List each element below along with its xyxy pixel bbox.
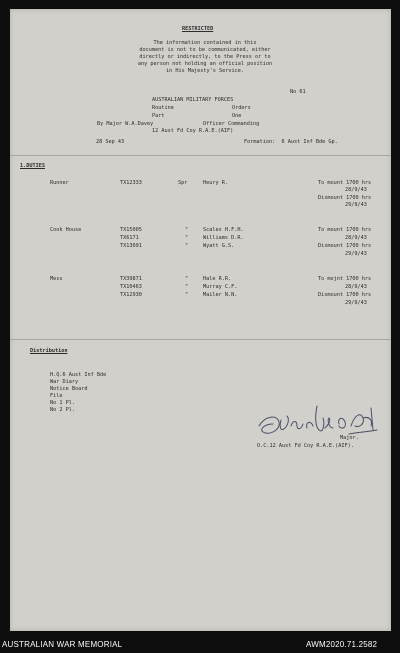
rank: " bbox=[185, 292, 189, 298]
classification-heading: RESTRICTED bbox=[182, 26, 214, 32]
handwritten-signature bbox=[255, 398, 383, 444]
duty-date: 29/9/43 bbox=[345, 202, 367, 208]
soldier-name: Heury R. bbox=[203, 180, 228, 186]
rank: " bbox=[185, 284, 189, 290]
duty-date: 29/9/43 bbox=[345, 251, 367, 257]
rank: " bbox=[185, 227, 189, 233]
notice-line: any person not holding an official position bbox=[137, 61, 273, 67]
distribution-item: No 2 Pl. bbox=[50, 407, 75, 413]
officer-title: Officer Commanding bbox=[203, 121, 260, 127]
formation: Formation: 6 Aust Inf Bde Gp. bbox=[244, 139, 338, 145]
duty-time: Dismount 1700 hrs bbox=[318, 243, 372, 249]
duties-heading: 1.DUTIES bbox=[20, 163, 45, 169]
service-number: TX10463 bbox=[120, 284, 142, 290]
orders-label: Orders bbox=[232, 105, 251, 111]
routine-label: Routine bbox=[152, 105, 174, 111]
rank: " bbox=[185, 243, 189, 249]
duty-date: 28/9/43 bbox=[345, 235, 367, 241]
unit-name: 12 Aust Fd Coy R.A.E.(AIF) bbox=[152, 128, 234, 134]
soldier-name: Scales H.F.H. bbox=[203, 227, 244, 233]
notice-line: directly or indirectly, to the Press or to bbox=[139, 54, 271, 60]
rank: " bbox=[185, 235, 189, 241]
signatory-rank: Major. bbox=[340, 435, 359, 441]
order-number: No 61 bbox=[290, 89, 306, 95]
distribution-item: War Diary bbox=[50, 379, 79, 385]
duty-label: Mess bbox=[50, 276, 63, 282]
service-number: TX6171 bbox=[120, 235, 139, 241]
soldier-name: Wyatt G.S. bbox=[203, 243, 235, 249]
distribution-heading: Distribution bbox=[30, 348, 68, 354]
duty-date: 28/9/43 bbox=[345, 284, 367, 290]
duty-date: 28/9/43 bbox=[345, 187, 367, 193]
distribution-item: Notice Board bbox=[50, 386, 88, 392]
soldier-name: Williams D.R. bbox=[203, 235, 244, 241]
duty-time: To mount 1700 hrs bbox=[318, 180, 372, 186]
issued-by: By Major W.A.Davey bbox=[97, 121, 154, 127]
duty-time: Dismount 1700 hrs bbox=[318, 195, 372, 201]
duty-label: Runner bbox=[50, 180, 69, 186]
order-date: 28 Sep 43 bbox=[96, 139, 125, 145]
notice-line: in His Majesty's Service. bbox=[165, 68, 245, 74]
soldier-name: Murray C.F. bbox=[203, 284, 238, 290]
footer-accession-number: AWM2020.71.2582 bbox=[306, 640, 378, 649]
org-name: AUSTRALIAN MILITARY FORCES bbox=[152, 97, 234, 103]
rank: Spr bbox=[178, 180, 188, 186]
duty-time: Dismount 1700 hrs bbox=[318, 292, 372, 298]
signatory-title: O.C.12 Aust Fd Coy R.A.E.(AIF). bbox=[257, 443, 354, 449]
service-number: TX12930 bbox=[120, 292, 142, 298]
notice-line: The information contained in this bbox=[153, 40, 257, 46]
soldier-name: Mailer N.N. bbox=[203, 292, 238, 298]
service-number: TX13091 bbox=[120, 243, 142, 249]
duty-label: Cook House bbox=[50, 227, 82, 233]
notice-line: document is not to be communicated, either bbox=[139, 47, 271, 53]
service-number: TX12333 bbox=[120, 180, 142, 186]
service-number: TX39871 bbox=[120, 276, 142, 282]
duty-time: To mojnt 1700 hrs bbox=[318, 276, 372, 282]
footer-institution: AUSTRALIAN WAR MEMORIAL bbox=[2, 640, 123, 649]
part-label: Part bbox=[152, 113, 165, 119]
rank: " bbox=[185, 276, 189, 282]
service-number: TX15005 bbox=[120, 227, 142, 233]
distribution-item: H.Q.6 Aust Inf Bde bbox=[50, 372, 107, 378]
fold-line bbox=[10, 339, 391, 340]
duty-time: To mount 1700 hrs bbox=[318, 227, 372, 233]
part-one-label: One bbox=[232, 113, 242, 119]
soldier-name: Hale R.R. bbox=[203, 276, 232, 282]
duty-date: 29/9/43 bbox=[345, 300, 367, 306]
distribution-item: No 1 Pl. bbox=[50, 400, 75, 406]
distribution-item: File bbox=[50, 393, 63, 399]
fold-line bbox=[10, 155, 391, 156]
